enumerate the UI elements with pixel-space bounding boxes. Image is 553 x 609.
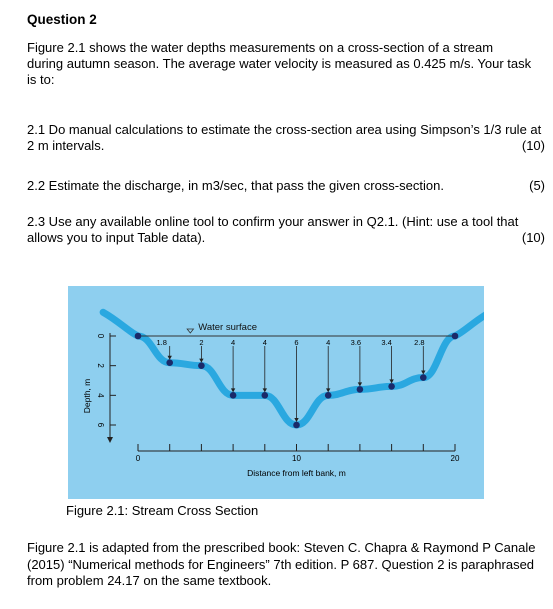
depth-measure-arrow xyxy=(389,379,393,383)
depth-value-label: 4 xyxy=(326,338,331,347)
distance-tick-label: 10 xyxy=(292,454,301,463)
depth-value-label: 4 xyxy=(231,338,236,347)
stream-cross-section-figure xyxy=(68,286,484,499)
question-2-1-text: 2.1 Do manual calculations to estimate the cross-section area using Simpson’s 1/3 rule at 2 m intervals. xyxy=(27,122,542,153)
depth-value-label: 3.6 xyxy=(350,338,362,347)
depth-value-label: 3.4 xyxy=(381,338,392,347)
depth-data-point xyxy=(388,383,395,390)
depth-value-label: 2.8 xyxy=(414,338,425,347)
depth-measure-arrow xyxy=(263,388,267,392)
depth-data-point xyxy=(198,362,205,369)
depth-tick-label: 2 xyxy=(95,363,105,368)
depth-data-point xyxy=(452,333,459,340)
depth-value-label: 1.8 xyxy=(156,338,167,347)
depth-data-point xyxy=(420,374,427,381)
question-2-3 xyxy=(27,214,545,246)
depth-axis-label: Depth, m xyxy=(82,378,92,414)
question-heading: Question 2 xyxy=(27,12,97,27)
depth-tick-label: 0 xyxy=(95,333,105,339)
depth-value-label: 2 xyxy=(199,338,204,347)
depth-data-point xyxy=(230,392,237,399)
depth-data-point xyxy=(262,392,269,399)
depth-data-point xyxy=(325,392,332,399)
depth-data-point xyxy=(293,422,300,429)
depth-data-point xyxy=(357,386,364,393)
depth-value-label: 6 xyxy=(294,338,299,347)
question-2-2-marks: (5) xyxy=(529,178,545,193)
depth-tick-label: 4 xyxy=(95,393,105,398)
intro-paragraph: Figure 2.1 shows the water depths measurements on a cross-section of a stream during autumn season. The average water velocity is measured as 0.425 m/s. Your task is to: xyxy=(27,40,532,87)
figure-caption: Figure 2.1: Stream Cross Section xyxy=(66,503,259,518)
depth-measure-arrow xyxy=(199,359,203,363)
depth-axis-arrow xyxy=(107,437,113,443)
cross-section-chart xyxy=(68,286,484,499)
water-surface-label: Water surface xyxy=(198,322,258,333)
question-2-1-marks: (10) xyxy=(521,138,545,153)
question-2-3-marks: (10) xyxy=(521,230,545,245)
distance-tick-label: 0 xyxy=(135,454,141,463)
distance-axis-label: Distance from left bank, m xyxy=(247,468,346,478)
stream-bed-line xyxy=(103,312,484,425)
depth-value-label: 4 xyxy=(262,338,267,347)
source-note: Figure 2.1 is adapted from the prescribed book: Steven C. Chapra & Raymond P Canale (2015) “Numerical methods for Engineers” 7th edition. P 687. Question 2 is paraphrased from problem 24.17 on the same textbook. xyxy=(27,540,536,588)
depth-data-point xyxy=(166,359,173,366)
depth-measure-arrow xyxy=(358,382,362,386)
distance-tick-label: 20 xyxy=(450,454,460,463)
question-2-1 xyxy=(27,122,545,154)
depth-measure-arrow xyxy=(326,388,330,392)
depth-tick-label: 6 xyxy=(95,422,105,428)
depth-data-point xyxy=(135,333,142,340)
water-surface-symbol xyxy=(187,329,193,333)
question-2-2 xyxy=(27,178,545,194)
question-2-3-text: 2.3 Use any available online tool to confirm your answer in Q2.1. (Hint: use a tool that allows you to input Table data). xyxy=(27,214,519,245)
question-2-2-text: 2.2 Estimate the discharge, in m3/sec, that pass the given cross-section. xyxy=(27,178,444,193)
